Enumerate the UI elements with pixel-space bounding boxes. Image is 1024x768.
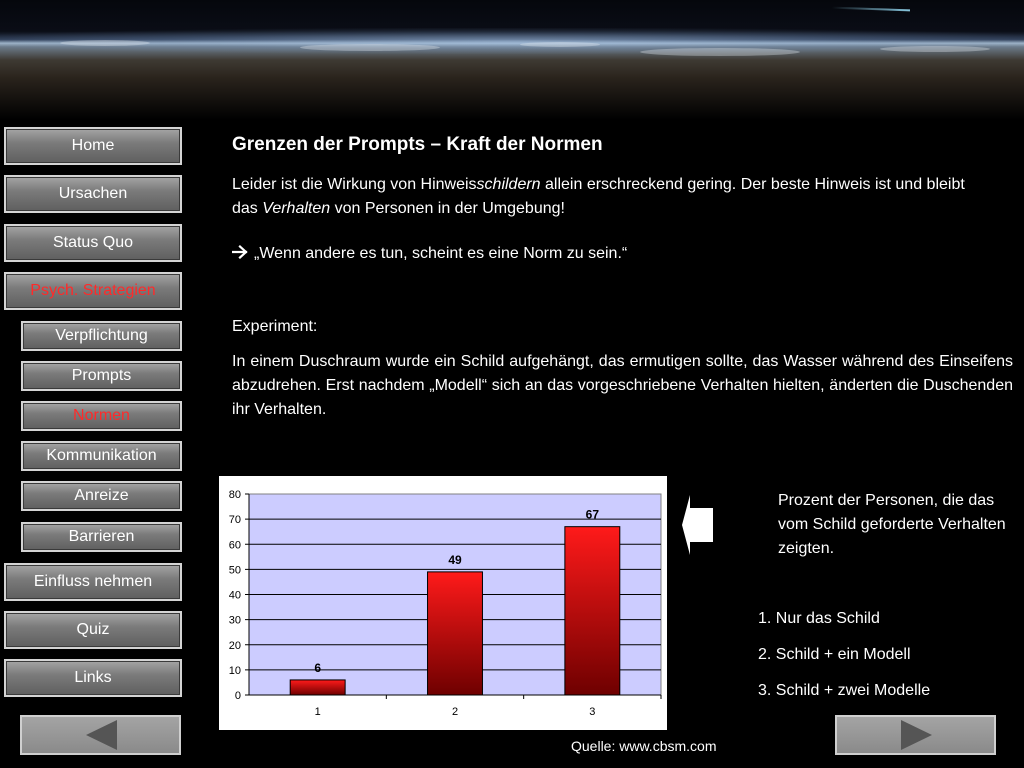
- nav-barrieren-button[interactable]: [21, 522, 182, 552]
- page-title: Grenzen der Prompts – Kraft der Normen: [232, 134, 603, 155]
- quote-text: „Wenn andere es tun, scheint es eine Norm zu sein.“: [254, 245, 628, 262]
- bar-chart: [219, 476, 667, 730]
- nav-prompts-button[interactable]: [21, 361, 182, 391]
- nav-barrieren-label: Barrieren: [68, 528, 135, 545]
- y-tick-label: 20: [228, 639, 241, 652]
- bar: [290, 680, 345, 695]
- left-triangle-icon: [22, 717, 179, 753]
- bar-chart-svg: [219, 476, 667, 730]
- right-triangle-icon: [837, 717, 994, 753]
- bar: [428, 572, 483, 695]
- nav-quiz-label: Quiz: [76, 621, 110, 638]
- y-tick-label: 60: [228, 539, 241, 552]
- nav-psych-strategien-label: Psych. Strategien: [30, 282, 156, 299]
- intro-text-1: Leider ist die Wirkung von Hinweis: [232, 176, 477, 193]
- nav-verpflichtung-label: Verpflichtung: [55, 327, 148, 344]
- nav-kommunikation-label: Kommunikation: [46, 447, 157, 464]
- nav-einfluss-nehmen-button[interactable]: [4, 563, 182, 601]
- experiment-label: Experiment:: [232, 318, 318, 335]
- nav-quiz-button[interactable]: [4, 611, 182, 649]
- x-tick-label: 2: [451, 706, 459, 718]
- nav-links-button[interactable]: [4, 659, 182, 697]
- x-tick-label: 3: [589, 706, 596, 718]
- intro-emphasis-verhalten: Verhalten: [262, 200, 331, 217]
- y-tick-label: 80: [228, 489, 241, 501]
- previous-page-button[interactable]: [20, 715, 181, 755]
- nav-status-quo-button[interactable]: [4, 224, 182, 262]
- nav-einfluss-nehmen-label: Einfluss nehmen: [33, 573, 153, 590]
- nav-ursachen-button[interactable]: [4, 175, 182, 213]
- nav-prompts-label: Prompts: [71, 367, 132, 384]
- intro-paragraph: [232, 173, 992, 221]
- next-page-button[interactable]: [835, 715, 996, 755]
- nav-normen-button[interactable]: [21, 401, 182, 431]
- nav-links-label: Links: [74, 669, 112, 686]
- nav-ursachen-label: Ursachen: [58, 185, 128, 202]
- intro-text-3: von Personen in der Umgebung!: [330, 200, 565, 217]
- nav-kommunikation-button[interactable]: [21, 441, 182, 471]
- y-tick-label: 50: [228, 564, 241, 577]
- y-tick-label: 70: [228, 514, 241, 527]
- nav-anreize-button[interactable]: [21, 481, 182, 511]
- x-tick-label: 1: [314, 706, 321, 718]
- data-label: 6: [314, 660, 322, 675]
- intro-emphasis-schildern: schildern: [476, 176, 541, 193]
- y-tick-label: 30: [228, 614, 241, 627]
- nav-anreize-label: Anreize: [74, 487, 129, 504]
- chart-caption: Prozent der Personen, die das vom Schild geforderte Verhalten zeigten.: [778, 492, 1006, 557]
- intro-text-2: allein erschreckend gering. Der beste Hinweis ist und bleibt das: [232, 176, 965, 217]
- nav-home-button[interactable]: [4, 127, 182, 165]
- y-tick-label: 10: [228, 664, 241, 677]
- nav-home-label: Home: [71, 137, 115, 154]
- legend-item: 2. Schild + ein Modell: [758, 646, 911, 663]
- legend-item: 1. Nur das Schild: [758, 610, 880, 627]
- experiment-text: In einem Duschraum wurde ein Schild aufgehängt, das ermutigen sollte, das Wasser während des Einseifens abzudrehen. Erst nachdem „Modell“ sich an das vorgeschriebene Verhalten hielten, änderten die Duschenden ihr Verhalten.: [232, 353, 1013, 418]
- y-tick-label: 40: [228, 589, 241, 602]
- quote-line: [232, 242, 627, 266]
- nav-psych-strategien-button[interactable]: [4, 272, 182, 310]
- right-arrow-icon: [232, 242, 254, 266]
- nav-normen-label: Normen: [73, 407, 130, 424]
- header-earth-image: [0, 0, 1024, 120]
- legend-item: 3. Schild + zwei Modelle: [758, 682, 931, 699]
- data-label: 49: [448, 552, 462, 567]
- nav-status-quo-label: Status Quo: [52, 234, 134, 251]
- left-block-arrow-icon: [682, 494, 714, 556]
- data-label: 67: [585, 507, 600, 522]
- y-tick-label: 0: [234, 690, 241, 702]
- source-credit: Quelle: www.cbsm.com: [571, 738, 717, 754]
- bar: [565, 527, 620, 695]
- nav-verpflichtung-button[interactable]: [21, 321, 182, 351]
